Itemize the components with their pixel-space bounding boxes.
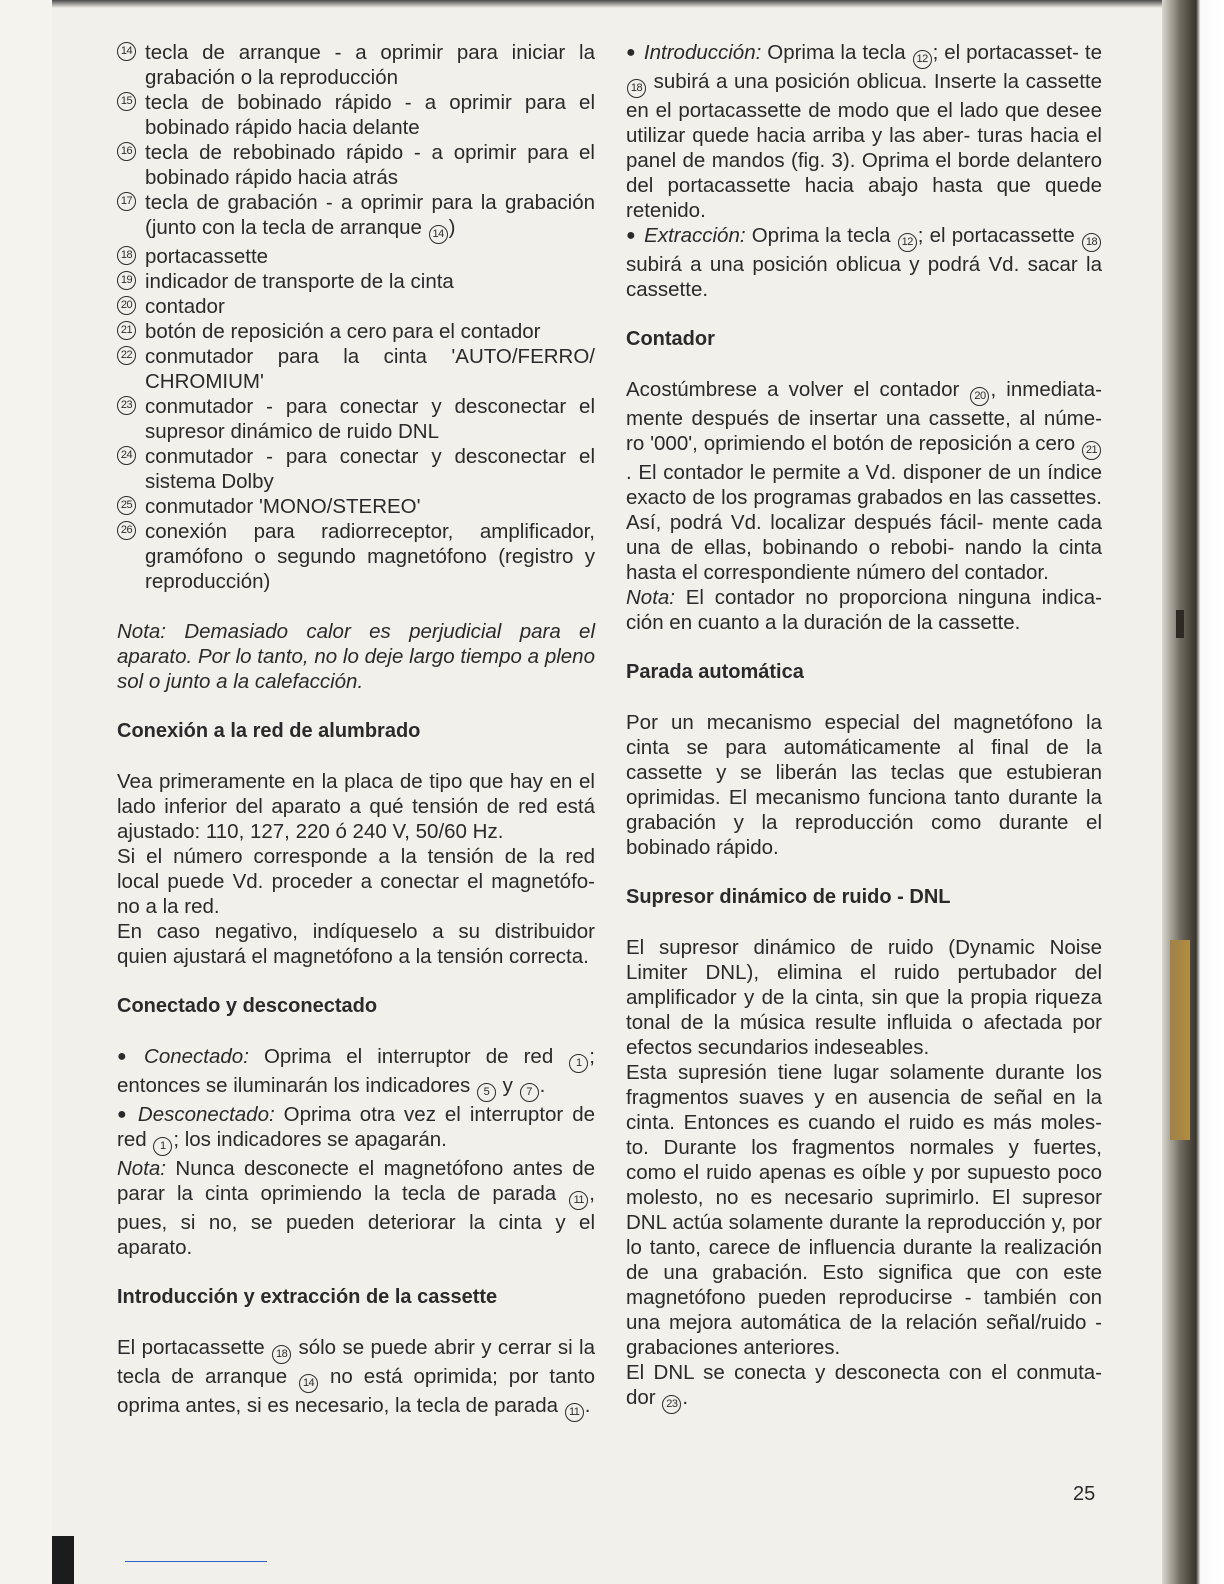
scan-top-shadow <box>52 0 1162 8</box>
item-text: tecla de rebobinado rápido - a oprimir para el bobinado rápido hacia atrás <box>145 141 595 189</box>
paragraph-nota-contador: Nota: El contador no proporciona ninguna indica- ción en cuanto a la duración de la cassette. <box>626 586 1102 634</box>
item-text: indicador de transporte de la cinta <box>145 270 454 293</box>
item-text: conmutador - para conectar y desconectar el sistema Dolby <box>145 445 595 493</box>
item-text: conmutador 'MONO/STEREO' <box>145 495 421 518</box>
bullet-icon: ● <box>117 1048 137 1065</box>
bullet-icon: ● <box>626 227 637 244</box>
ref-number: 7 <box>520 1083 539 1102</box>
ref-number: 18 <box>1082 233 1101 252</box>
paragraph: Por un mecanismo especial del magnetófono la cinta se para automáticamente al final de la cassette y se liberán las teclas que estubieran oprimidas. El mecanismo funciona tanto durante la grabación y la reproducción como durante el bobinado rápido. <box>626 711 1102 859</box>
list-item <box>117 140 595 190</box>
list-item <box>117 519 595 594</box>
item-text: portacassette <box>145 245 269 268</box>
item-number: 16 <box>117 142 136 161</box>
item-text: tecla de arranque - a oprimir para iniciar la grabación o la reproducción <box>145 41 595 89</box>
left-column <box>117 40 595 1422</box>
paragraph: Vea primeramente en la placa de tipo que hay en el lado inferior del aparato a qué tensión de red está ajustado: 110, 127, 220 ó 240 V, 50/60 Hz. <box>117 770 595 843</box>
list-item <box>117 244 595 269</box>
item-text: botón de reposición a cero para el contador <box>145 320 541 343</box>
edge-tab <box>1176 610 1184 638</box>
ref-number: 11 <box>565 1403 584 1422</box>
paragraph: El supresor dinámico de ruido (Dynamic Noise Limiter DNL), elimina el ruido pertubador del amplificador y de la cinta, sin que la propia riqueza tonal de la música resulte influida o afectada por efectos secundarios indeseables. <box>626 936 1102 1059</box>
ref-number: 12 <box>913 50 932 69</box>
section-heading-dnl: Supresor dinámico de ruido - DNL <box>626 886 951 908</box>
item-text: conmutador para la cinta 'AUTO/FERRO/ CHROMIUM' <box>145 345 595 393</box>
ref-number: 5 <box>477 1083 496 1102</box>
list-item <box>117 344 595 394</box>
section-heading-introduccion: Introducción y extracción de la cassette <box>117 1286 498 1308</box>
ref-number: 1 <box>153 1137 172 1156</box>
item-number: 24 <box>117 446 136 465</box>
list-item <box>117 394 595 444</box>
list-item <box>117 319 595 344</box>
item-number: 26 <box>117 521 136 540</box>
paragraph: Si el número corresponde a la tensión de la red local puede Vd. proceder a conectar el magnetófo- no a la red. <box>117 845 595 918</box>
item-text: contador <box>145 295 225 318</box>
control-list <box>117 40 595 594</box>
bullet-icon: ● <box>626 44 636 61</box>
item-text: conexión para radiorreceptor, amplificador, gramófono o segundo magnetófono (registro y reproducción) <box>145 520 595 593</box>
section-heading-conectado: Conectado y desconectado <box>117 995 378 1017</box>
paragraph: El DNL se conecta y desconecta con el conmuta- dor 23 . <box>626 1360 1102 1414</box>
bullet-icon: ● <box>117 1106 130 1123</box>
ref-number: 23 <box>662 1395 681 1414</box>
paragraph-conectado: ● Conectado: Oprima el interruptor de red 1 ; entonces se iluminarán los indicadores 5 y 7 . <box>117 1044 595 1102</box>
item-number: 22 <box>117 346 136 365</box>
item-text: tecla de grabación - a oprimir para la grabación (junto con la tecla de arranque 14 ) <box>145 190 595 244</box>
paragraph-nota-desconecte: Nota: Nunca desconecte el magnetófono antes de parar la cinta oprimiendo la tecla de parada 11 , pues, si no, se pueden deteriorar la cinta y el aparato. <box>117 1157 595 1259</box>
paragraph: Esta supresión tiene lugar solamente durante los fragmentos suaves y en ausencia de señal en la cinta. Entonces es cuando el ruido es más moles- to. Durante los fragmentos normales y fuertes, como el ruido apenas es oíble y por supuesto poco molesto, no es necesario suprimirlo. El supresor DNL actúa solamente durante la reproducción y, por lo tanto, carece de influencia durante la realización de una grabación. Esto significa que con este magnetófono pueden reproducirse - también con una mejora automática de la relación señal/ruido - grabaciones anteriores. <box>626 1061 1102 1359</box>
section-heading-parada: Parada automática <box>626 661 804 683</box>
ref-number: 18 <box>272 1345 291 1364</box>
item-text: tecla de bobinado rápido - a oprimir para el bobinado rápido hacia delante <box>145 91 595 139</box>
list-item <box>117 40 595 90</box>
section-heading-contador: Contador <box>626 328 715 350</box>
item-number: 17 <box>117 192 136 211</box>
item-number: 14 <box>117 42 136 61</box>
note-heat: Nota: Demasiado calor es perjudicial para el aparato. Por lo tanto, no lo deje largo tiempo a pleno sol o junto a la calefacción. <box>117 620 595 693</box>
item-number: 23 <box>117 396 136 415</box>
list-item <box>117 294 595 319</box>
list-item <box>117 444 595 494</box>
ref-number: 1 <box>569 1054 588 1073</box>
list-item <box>117 494 595 519</box>
bottom-rule <box>125 1561 267 1562</box>
scan-right-edge <box>1162 0 1224 1584</box>
item-number: 15 <box>117 92 136 111</box>
section-heading-red: Conexión a la red de alumbrado <box>117 720 421 742</box>
page-number: 25 <box>1073 1483 1096 1505</box>
paragraph: En caso negativo, indíqueselo a su distribuidor quien ajustará el magnetófono a la tensión correcta. <box>117 920 595 968</box>
paragraph: El portacassette 18 sólo se puede abrir y cerrar si la tecla de arranque 14 no está oprimida; por tanto oprima antes, si es necesario, la tecla de parada 11 . <box>117 1335 595 1422</box>
page-left-margin <box>0 0 52 1584</box>
ref-number: 11 <box>569 1191 588 1210</box>
paragraph-introduccion: ● Introducción: Oprima la tecla 12 ; el portacasset- te 18 subirá a una posición oblicua. Inserte la cassette en el portacassette de modo que el lado que desee utilizar quede hacia arriba y las aber- turas hacia el panel de mandos (fig. 3). Oprima el borde delantero del portacassette hacia abajo hasta que quede retenido. <box>626 41 1102 222</box>
ref-number: 18 <box>627 79 646 98</box>
item-number: 19 <box>117 271 136 290</box>
right-column <box>626 40 1102 1414</box>
item-number: 25 <box>117 496 136 515</box>
ref-number: 12 <box>898 233 917 252</box>
item-number: 18 <box>117 246 136 265</box>
scan-edge-mark <box>52 1536 74 1584</box>
list-item <box>117 190 595 244</box>
item-number: 20 <box>117 296 136 315</box>
list-item <box>117 90 595 140</box>
ref-number: 14 <box>299 1374 318 1393</box>
item-text: conmutador - para conectar y desconectar el supresor dinámico de ruido DNL <box>145 395 595 443</box>
ref-number: 20 <box>970 387 989 406</box>
edge-tab <box>1170 940 1190 1140</box>
ref-number: 21 <box>1082 441 1101 460</box>
paragraph-extraccion: ● Extracción: Oprima la tecla 12 ; el portacassette 18 subirá a una posición oblicua y podrá Vd. sacar la cassette. <box>626 224 1102 301</box>
item-number: 21 <box>117 321 136 340</box>
paragraph-desconectado: ● Desconectado: Oprima otra vez el interruptor de red 1 ; los indicadores se apagarán. <box>117 1102 595 1156</box>
list-item <box>117 269 595 294</box>
paragraph: Acostúmbrese a volver el contador 20 , inmediata- mente después de insertar una cassette, al núme- ro '000', oprimiendo el botón de reposición a cero 21. El contador le permite a Vd. disponer de un índice exacto de los programas grabados en las cassettes. Así, podrá Vd. localizar después fácil- mente cada una de ellas, bobinando o rebobi- nando la cinta hasta el correspondiente número del contador. <box>626 378 1103 584</box>
ref-number: 14 <box>429 225 448 244</box>
